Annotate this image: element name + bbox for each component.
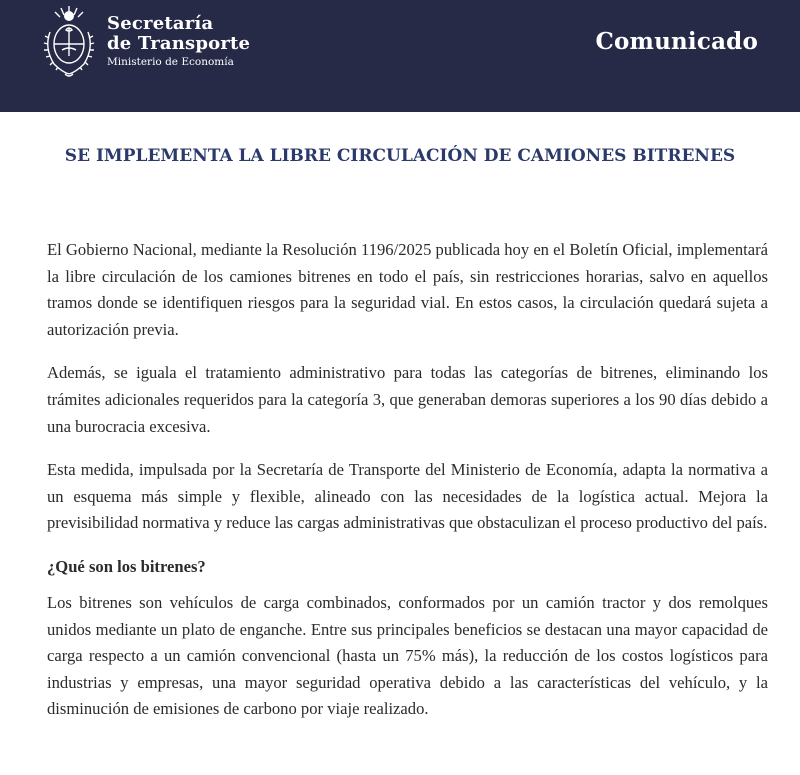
header-bar <box>0 0 800 112</box>
body-paragraph-3: Esta medida, impulsada por la Secretaría de Transporte del Ministerio de Economía, adapta la normativa a un esquema más simple y flexible, alineado con las necesidades de la logística actual. Mejora la previsibilidad normativa y reduce las cargas administrativas que obstaculizan el proceso productivo del país. <box>47 460 768 533</box>
body-paragraph-1: El Gobierno Nacional, mediante la Resolución 1196/2025 publicada hoy en el Boletín Oficial, implementará la libre circulación de los camiones bitrenes en todo el país, sin restricciones horarias, salvo en aquellos tramos donde se identifiquen riesgos para la seguridad vial. En estos casos, la circulación quedará sujeta a autorización previa. <box>47 240 768 339</box>
body-paragraph-4: Los bitrenes son vehículos de carga combinados, conformados por un camión tractor y dos remolques unidos mediante un plato de enganche. Entre sus principales beneficios se destacan una mayor capacidad de carga respecto a un camión convencional (hasta un 75% más), la reducción de los costos logísticos para industrias y empresas, una mayor seguridad operativa debido a las características del vehículo, y la disminución de emisiones de carbono por viaje realizado. <box>47 592 768 719</box>
brand-name-line1: Secretaría <box>107 13 214 34</box>
brand-block <box>107 14 250 69</box>
document-body <box>47 237 768 740</box>
document-type-label: Comunicado <box>595 28 758 55</box>
document-title: SE IMPLEMENTA LA LIBRE CIRCULACIÓN DE CAMIONES BITRENES <box>64 146 736 166</box>
body-paragraph-2: Además, se iguala el tratamiento administrativo para todas las categorías de bitrenes, eliminando los trámites adicionales requeridos para la categoría 3, que generaban demoras superiores a los 90 días debido a una burocracia excesiva. <box>47 363 768 436</box>
brand-ministry: Ministerio de Economía <box>107 56 234 68</box>
national-coat-of-arms-icon <box>40 4 98 82</box>
section-subheading: ¿Qué son los bitrenes? <box>47 556 206 576</box>
brand-name-line2: de Transporte <box>107 33 251 54</box>
